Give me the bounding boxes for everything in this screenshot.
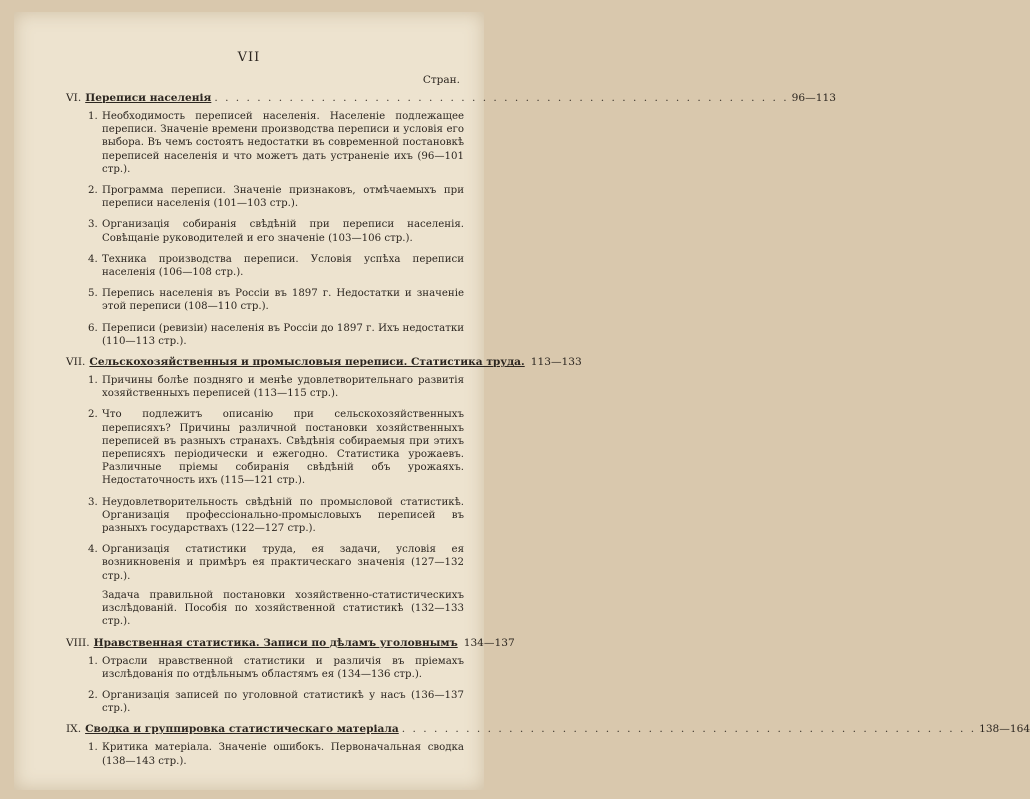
item-number: 3. bbox=[88, 496, 98, 508]
item-text: Причины болѣе поздняго и менѣе удовлетворительнаго развитія хозяйственныхъ переписей (113—115 стр.). bbox=[102, 375, 464, 400]
item-number: 1. bbox=[88, 111, 98, 122]
toc-item bbox=[88, 218, 464, 244]
item-text: Перепись населенія въ Россіи въ 1897 г. Недостатки и значеніе этой переписи (108—110 стр.). bbox=[102, 288, 464, 313]
item-text: Неудовлетворительность свѣдѣній по промысловой статистикѣ. Организація профессіонально-промысловыхъ переписей въ разныхъ государствахъ (122—127 стр.). bbox=[102, 496, 464, 535]
section-pages: 134—137 bbox=[463, 636, 515, 649]
page-number: VII bbox=[237, 50, 261, 65]
section-number: IX. bbox=[66, 723, 82, 736]
item-text: Организація собиранія свѣдѣній при переписи населенія. Совѣщаніе руководителей и его значеніе (103—106 стр.). bbox=[102, 219, 464, 244]
toc-section-heading bbox=[66, 723, 1030, 736]
item-number: 3. bbox=[88, 219, 98, 231]
book-page bbox=[14, 12, 1030, 790]
item-number: 1. bbox=[88, 375, 98, 387]
item-number: 6. bbox=[88, 322, 98, 334]
toc-item bbox=[88, 322, 464, 348]
item-text: Что подлежитъ описанію при сельскохозяйственныхъ переписяхъ? Причины различной постановки хозяйственныхъ переписей въ разныхъ странахъ. Свѣдѣнія собираемыя при этихъ переписяхъ періодически и ежегодно. Статистика урожаевъ. Различные пріемы собиранія свѣдѣній объ урожаяхъ. Недостаточность ихъ (115—121 стр.). bbox=[102, 409, 464, 487]
toc-item bbox=[88, 689, 464, 715]
section-number: VII. bbox=[66, 356, 86, 369]
item-text: Переписи (ревизіи) населенія въ Россіи до 1897 г. Ихъ недостатки (110—113 стр.). bbox=[102, 322, 464, 347]
section-number: VIII. bbox=[66, 636, 90, 649]
item-text: Техника производства переписи. Условія успѣха переписи населенія (106—108 стр.). bbox=[102, 253, 464, 279]
section-title: Сводка и группировка статистическаго матеріала bbox=[85, 723, 399, 736]
item-text: Программа переписи. Значеніе признаковъ, отмѣчаемыхъ при переписи населенія (101—103 стр.). bbox=[102, 185, 464, 210]
item-number: 2. bbox=[88, 409, 98, 421]
toc-item bbox=[88, 408, 464, 487]
toc-item bbox=[88, 655, 464, 681]
item-number: 1. bbox=[88, 655, 98, 667]
toc-item bbox=[88, 543, 464, 583]
leader-dots bbox=[214, 92, 788, 104]
toc-item bbox=[88, 496, 464, 536]
item-text: Критика матеріала. Значеніе ошибокъ. Первоначальная сводка (138—143 стр.). bbox=[102, 742, 464, 767]
leader-dots bbox=[402, 723, 976, 735]
section-number: VI. bbox=[66, 92, 82, 104]
item-text: Организація статистики труда, ея задачи, условія ея возникновенія и примѣръ ея практическаго значенія (127—132 стр.). bbox=[102, 544, 464, 582]
item-number: 1. bbox=[88, 742, 98, 754]
section-title: Нравственная статистика. Записи по дѣламъ уголовнымъ bbox=[93, 636, 458, 649]
section-pages: 138—164 bbox=[979, 723, 1030, 736]
item-number: 2. bbox=[88, 185, 98, 197]
pages-column-header: Стран. bbox=[422, 74, 460, 86]
section-pages: 96—113 bbox=[791, 92, 836, 104]
toc-section-heading bbox=[66, 636, 515, 649]
toc-item bbox=[88, 287, 464, 313]
toc-item bbox=[88, 110, 464, 176]
item-text: Отрасли нравственной статистики и различія въ пріемахъ изслѣдованія по отдѣльнымъ областямъ ея (134—136 стр.). bbox=[102, 655, 464, 680]
item-number: 4. bbox=[88, 544, 98, 556]
toc-item bbox=[88, 253, 464, 279]
table-of-contents bbox=[66, 88, 1030, 776]
section-pages: 113—133 bbox=[530, 356, 582, 369]
toc-section-heading bbox=[66, 356, 582, 369]
toc-item bbox=[88, 374, 464, 400]
section-title: Переписи населенія bbox=[85, 92, 212, 104]
item-number: 4. bbox=[88, 253, 98, 265]
item-text: Необходимость переписей населенія. Населеніе подлежащее переписи. Значеніе времени производства переписи и условія его выбора. Въ чемъ состоятъ недостатки въ современной постановкѣ переписей населенія и что можетъ дать устраненіе ихъ (96—101 стр.). bbox=[102, 111, 464, 175]
section-note: Задача правильной постановки хозяйственно-статистическихъ изслѣдованій. Пособія по хозяйственной статистикѣ (132—133 стр.). bbox=[102, 589, 464, 628]
item-text: Организація записей по уголовной статистикѣ у насъ (136—137 стр.). bbox=[102, 689, 464, 715]
toc-section-heading bbox=[66, 92, 836, 104]
section-title: Сельскохозяйственныя и промысловыя переписи. Статистика труда. bbox=[89, 356, 525, 369]
toc-item bbox=[88, 184, 464, 210]
item-number: 2. bbox=[88, 689, 98, 701]
toc-item bbox=[88, 741, 464, 767]
item-number: 5. bbox=[88, 288, 98, 300]
